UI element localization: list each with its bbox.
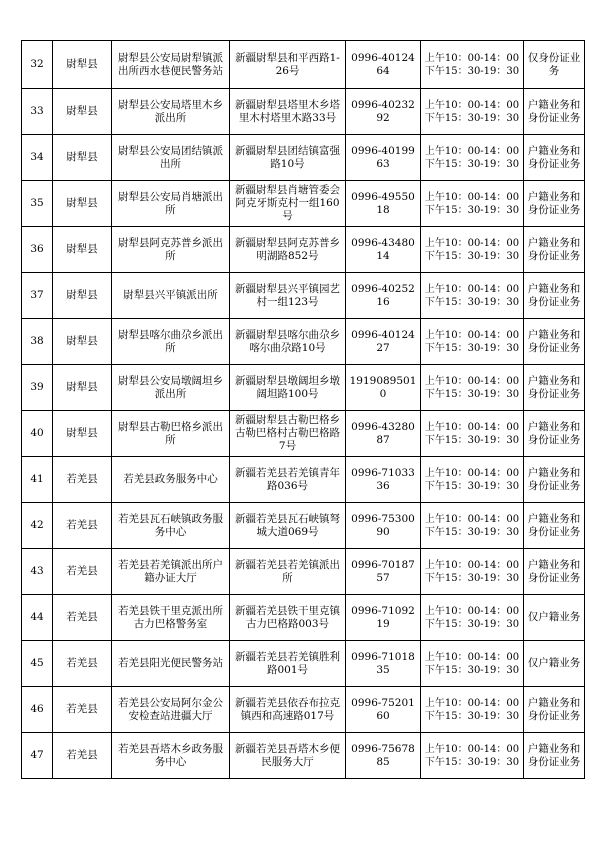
- hours-am: 上午10：00-14：00: [424, 145, 520, 157]
- county-cell: 若羌县: [53, 687, 112, 733]
- phone-cell: 0996-7103336: [346, 457, 421, 503]
- business-type-cell: 户籍业务和身份证业务: [524, 733, 585, 779]
- row-number-cell: 37: [22, 273, 53, 319]
- table-row: [22, 641, 585, 687]
- hours-pm: 下午15：30-19：30: [424, 388, 520, 400]
- table-row: [22, 549, 585, 595]
- hours-cell: [421, 549, 524, 595]
- hours-cell: [421, 733, 524, 779]
- hours-pm: 下午15：30-19：30: [424, 664, 520, 676]
- hours-cell: [421, 411, 524, 457]
- unit-name-cell: 尉犁县喀尔曲尕乡派出所: [112, 319, 230, 365]
- address-cell: 新疆尉犁县喀尔曲尕乡喀尔曲尕路10号: [230, 319, 346, 365]
- hours-cell: [421, 89, 524, 135]
- hours-pm: 下午15：30-19：30: [424, 250, 520, 262]
- hours-cell: [421, 687, 524, 733]
- unit-name-cell: 尉犁县公安局塔里木乡派出所: [112, 89, 230, 135]
- row-number-cell: 43: [22, 549, 53, 595]
- phone-cell: 0996-4348014: [346, 227, 421, 273]
- hours-cell: [421, 227, 524, 273]
- phone-cell: 19190895010: [346, 365, 421, 411]
- unit-name-cell: 尉犁县公安局肖塘派出所: [112, 181, 230, 227]
- county-cell: 若羌县: [53, 595, 112, 641]
- hours-pm: 下午15：30-19：30: [424, 434, 520, 446]
- unit-name-cell: 若羌县若羌镇派出所户籍办证大厅: [112, 549, 230, 595]
- row-number-cell: 40: [22, 411, 53, 457]
- unit-name-cell: 若羌县铁干里克派出所古力巴格警务室: [112, 595, 230, 641]
- hours-cell: [421, 503, 524, 549]
- county-cell: 若羌县: [53, 641, 112, 687]
- address-cell: 新疆尉犁县塔里木乡塔里木村塔里木路33号: [230, 89, 346, 135]
- table-row: [22, 227, 585, 273]
- hours-pm: 下午15：30-19：30: [424, 618, 520, 630]
- hours-cell: [421, 319, 524, 365]
- phone-cell: 0996-4019963: [346, 135, 421, 181]
- hours-pm: 下午15：30-19：30: [424, 204, 520, 216]
- unit-name-cell: 尉犁县阿克苏普乡派出所: [112, 227, 230, 273]
- hours-am: 上午10：00-14：00: [424, 99, 520, 111]
- address-cell: 新疆尉犁县和平西路1-26号: [230, 41, 346, 89]
- hours-cell: [421, 365, 524, 411]
- hours-am: 上午10：00-14：00: [424, 375, 520, 387]
- business-type-cell: 户籍业务和身份证业务: [524, 135, 585, 181]
- address-cell: 新疆若羌县若羌镇胜利路001号: [230, 641, 346, 687]
- unit-name-cell: 若羌县吾塔木乡政务服务中心: [112, 733, 230, 779]
- address-cell: 新疆若羌县若羌镇青年路036号: [230, 457, 346, 503]
- unit-name-cell: 若羌县阳光便民警务站: [112, 641, 230, 687]
- row-number-cell: 34: [22, 135, 53, 181]
- row-number-cell: 47: [22, 733, 53, 779]
- hours-pm: 下午15：30-19：30: [424, 296, 520, 308]
- hours-pm: 下午15：30-19：30: [424, 158, 520, 170]
- hours-cell: [421, 135, 524, 181]
- hours-cell: [421, 273, 524, 319]
- row-number-cell: 41: [22, 457, 53, 503]
- table-row: [22, 181, 585, 227]
- hours-pm: 下午15：30-19：30: [424, 112, 520, 124]
- county-cell: 若羌县: [53, 457, 112, 503]
- phone-cell: 0996-7101835: [346, 641, 421, 687]
- hours-pm: 下午15：30-19：30: [424, 526, 520, 538]
- hours-pm: 下午15：30-19：30: [424, 756, 520, 768]
- phone-cell: 0996-7018757: [346, 549, 421, 595]
- unit-name-cell: 若羌县政务服务中心: [112, 457, 230, 503]
- phone-cell: 0996-4023292: [346, 89, 421, 135]
- table-row: [22, 733, 585, 779]
- hours-am: 上午10：00-14：00: [424, 605, 520, 617]
- business-type-cell: 户籍业务和身份证业务: [524, 503, 585, 549]
- table-row: [22, 687, 585, 733]
- unit-name-cell: 若羌县瓦石峡镇政务服务中心: [112, 503, 230, 549]
- county-cell: 尉犁县: [53, 411, 112, 457]
- hours-pm: 下午15：30-19：30: [424, 710, 520, 722]
- table-row: [22, 135, 585, 181]
- phone-cell: 0996-7109219: [346, 595, 421, 641]
- address-cell: 新疆若羌县若羌镇派出所: [230, 549, 346, 595]
- hours-am: 上午10：00-14：00: [424, 191, 520, 203]
- hours-am: 上午10：00-14：00: [424, 52, 520, 64]
- row-number-cell: 39: [22, 365, 53, 411]
- business-type-cell: 仅户籍业务: [524, 641, 585, 687]
- table-row: [22, 319, 585, 365]
- service-locations-table: [21, 40, 585, 779]
- county-cell: 若羌县: [53, 549, 112, 595]
- business-type-cell: 户籍业务和身份证业务: [524, 319, 585, 365]
- address-cell: 新疆若羌县铁干里克镇古力巴格路003号: [230, 595, 346, 641]
- row-number-cell: 35: [22, 181, 53, 227]
- phone-cell: 0996-4012464: [346, 41, 421, 89]
- hours-cell: [421, 181, 524, 227]
- county-cell: 尉犁县: [53, 273, 112, 319]
- table-row: [22, 41, 585, 89]
- business-type-cell: 户籍业务和身份证业务: [524, 411, 585, 457]
- phone-cell: 0996-4025216: [346, 273, 421, 319]
- hours-pm: 下午15：30-19：30: [424, 480, 520, 492]
- county-cell: 尉犁县: [53, 227, 112, 273]
- address-cell: 新疆尉犁县古勒巴格乡古勒巴格村古勒巴格路7号: [230, 411, 346, 457]
- address-cell: 新疆尉犁县团结镇富强路10号: [230, 135, 346, 181]
- unit-name-cell: 尉犁县兴平镇派出所: [112, 273, 230, 319]
- hours-pm: 下午15：30-19：30: [424, 342, 520, 354]
- business-type-cell: 户籍业务和身份证业务: [524, 227, 585, 273]
- business-type-cell: 户籍业务和身份证业务: [524, 365, 585, 411]
- hours-am: 上午10：00-14：00: [424, 283, 520, 295]
- unit-name-cell: 尉犁县古勒巴格乡派出所: [112, 411, 230, 457]
- table-row: [22, 273, 585, 319]
- hours-cell: [421, 595, 524, 641]
- county-cell: 尉犁县: [53, 319, 112, 365]
- phone-cell: 0996-7520160: [346, 687, 421, 733]
- hours-am: 上午10：00-14：00: [424, 467, 520, 479]
- table-row: [22, 411, 585, 457]
- hours-am: 上午10：00-14：00: [424, 237, 520, 249]
- business-type-cell: 户籍业务和身份证业务: [524, 273, 585, 319]
- unit-name-cell: 若羌县公安局阿尔金公安检查站进疆大厅: [112, 687, 230, 733]
- row-number-cell: 46: [22, 687, 53, 733]
- address-cell: 新疆尉犁县兴平镇园艺村一组123号: [230, 273, 346, 319]
- unit-name-cell: 尉犁县公安局尉犁镇派出所西水巷便民警务站: [112, 41, 230, 89]
- phone-cell: 0996-7530090: [346, 503, 421, 549]
- business-type-cell: 户籍业务和身份证业务: [524, 181, 585, 227]
- hours-am: 上午10：00-14：00: [424, 651, 520, 663]
- row-number-cell: 42: [22, 503, 53, 549]
- phone-cell: 0996-4012427: [346, 319, 421, 365]
- address-cell: 新疆尉犁县墩阔坦乡墩阔坦路100号: [230, 365, 346, 411]
- table-body: [22, 41, 585, 779]
- unit-name-cell: 尉犁县公安局团结镇派出所: [112, 135, 230, 181]
- hours-cell: [421, 641, 524, 687]
- county-cell: 尉犁县: [53, 41, 112, 89]
- county-cell: 若羌县: [53, 503, 112, 549]
- hours-pm: 下午15：30-19：30: [424, 572, 520, 584]
- table-row: [22, 365, 585, 411]
- business-type-cell: 仅身份证业务: [524, 41, 585, 89]
- row-number-cell: 36: [22, 227, 53, 273]
- address-cell: 新疆若羌县依吞布拉克镇西和高速路017号: [230, 687, 346, 733]
- hours-am: 上午10：00-14：00: [424, 743, 520, 755]
- business-type-cell: 户籍业务和身份证业务: [524, 457, 585, 503]
- row-number-cell: 38: [22, 319, 53, 365]
- table-row: [22, 89, 585, 135]
- hours-am: 上午10：00-14：00: [424, 513, 520, 525]
- phone-cell: 0996-4955018: [346, 181, 421, 227]
- row-number-cell: 33: [22, 89, 53, 135]
- row-number-cell: 32: [22, 41, 53, 89]
- county-cell: 尉犁县: [53, 135, 112, 181]
- business-type-cell: 户籍业务和身份证业务: [524, 549, 585, 595]
- address-cell: 新疆尉犁县肖塘管委会阿克牙斯克村一组160号: [230, 181, 346, 227]
- hours-am: 上午10：00-14：00: [424, 697, 520, 709]
- hours-cell: [421, 457, 524, 503]
- address-cell: 新疆若羌县吾塔木乡便民服务大厅: [230, 733, 346, 779]
- hours-am: 上午10：00-14：00: [424, 329, 520, 341]
- address-cell: 新疆若羌县瓦石峡镇弩城大道069号: [230, 503, 346, 549]
- unit-name-cell: 尉犁县公安局墩阔坦乡派出所: [112, 365, 230, 411]
- table-row: [22, 595, 585, 641]
- county-cell: 尉犁县: [53, 365, 112, 411]
- phone-cell: 0996-7567885: [346, 733, 421, 779]
- row-number-cell: 44: [22, 595, 53, 641]
- table-row: [22, 503, 585, 549]
- row-number-cell: 45: [22, 641, 53, 687]
- business-type-cell: 仅户籍业务: [524, 595, 585, 641]
- table-row: [22, 457, 585, 503]
- business-type-cell: 户籍业务和身份证业务: [524, 89, 585, 135]
- county-cell: 若羌县: [53, 733, 112, 779]
- hours-pm: 下午15：30-19：30: [424, 65, 520, 77]
- hours-am: 上午10：00-14：00: [424, 559, 520, 571]
- county-cell: 尉犁县: [53, 181, 112, 227]
- hours-am: 上午10：00-14：00: [424, 421, 520, 433]
- phone-cell: 0996-4328087: [346, 411, 421, 457]
- county-cell: 尉犁县: [53, 89, 112, 135]
- business-type-cell: 户籍业务和身份证业务: [524, 687, 585, 733]
- hours-cell: [421, 41, 524, 89]
- address-cell: 新疆尉犁县阿克苏普乡明湖路852号: [230, 227, 346, 273]
